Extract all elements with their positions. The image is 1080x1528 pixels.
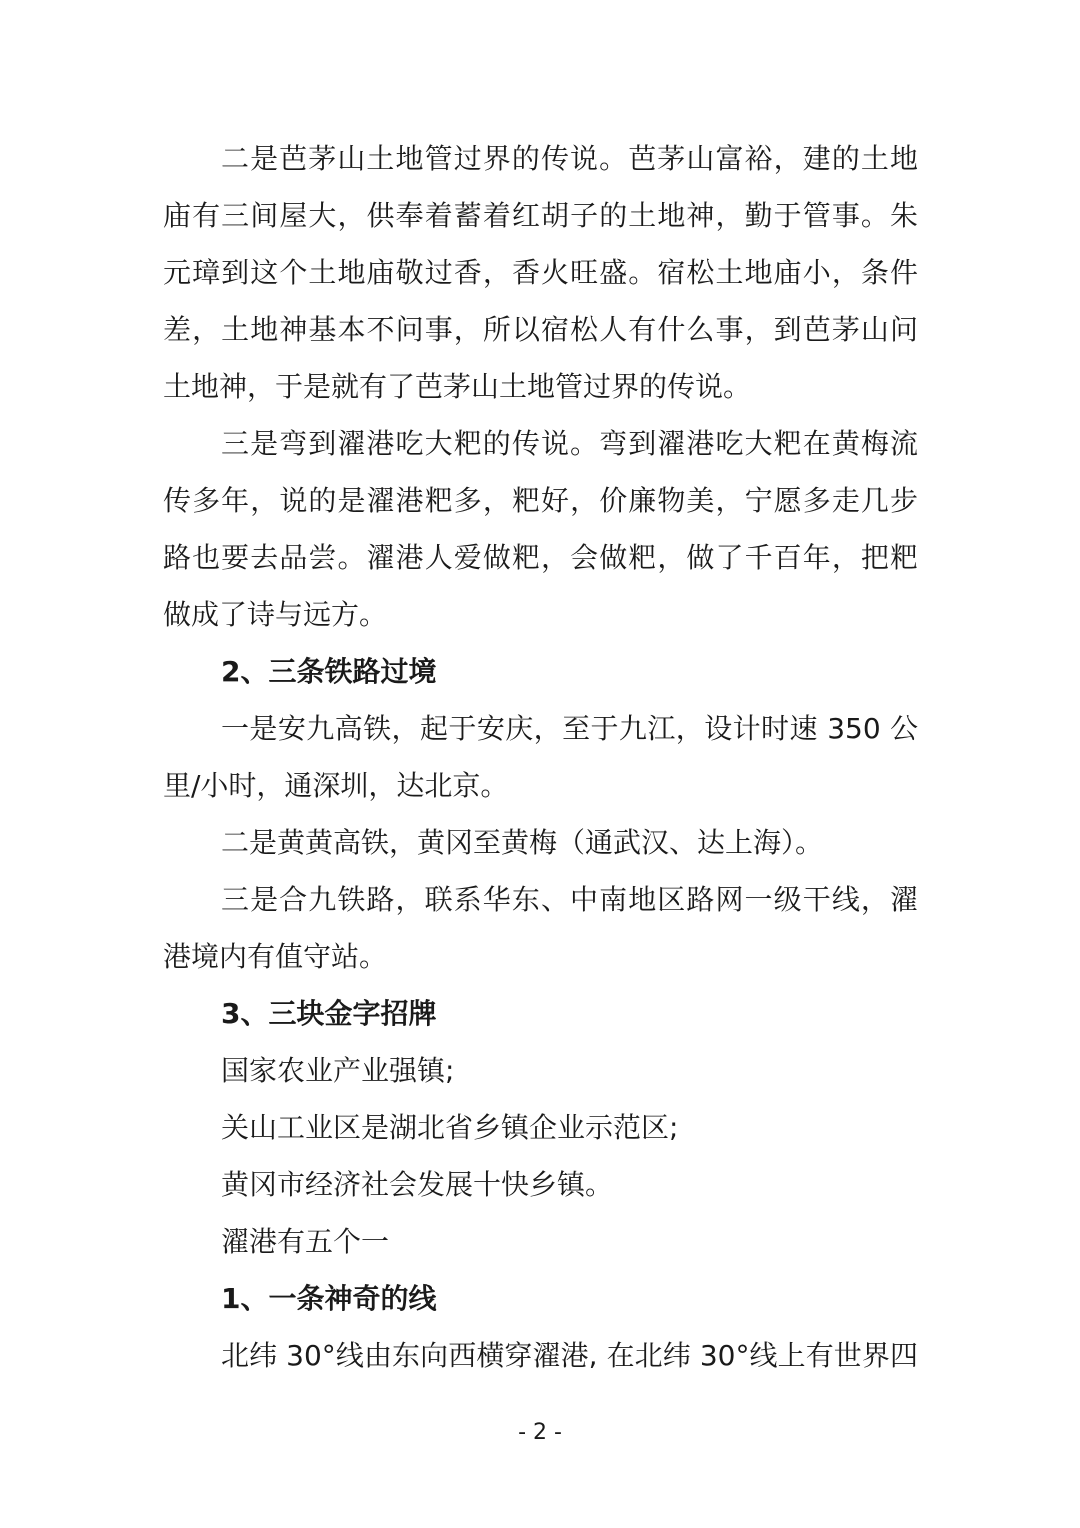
section-heading: 2、三条铁路过境	[221, 655, 437, 688]
section-heading: 3、三块金字招牌	[221, 997, 437, 1030]
paragraph-line: 路也要去品尝。濯港人爱做粑，会做粑，做了千百年，把粑	[163, 541, 918, 574]
paragraph-line: 一是安九高铁，起于安庆，至于九江，设计时速 350 公	[221, 712, 918, 745]
paragraph-line: 庙有三间屋大，供奉着蓄着红胡子的土地神，勤于管事。朱	[163, 199, 918, 232]
paragraph-line: 传多年，说的是濯港粑多，粑好，价廉物美，宁愿多走几步	[163, 484, 918, 517]
paragraph-line: 濯港有五个一	[221, 1225, 390, 1258]
paragraph-line: 差，土地神基本不问事，所以宿松人有什么事，到芭茅山问	[163, 313, 918, 346]
paragraph-line: 里/小时，通深圳，达北京。	[163, 769, 509, 802]
paragraph-line: 三是合九铁路，联系华东、中南地区路网一级干线，濯	[221, 883, 918, 916]
paragraph-line: 国家农业产业强镇;	[221, 1054, 455, 1087]
paragraph-line: 黄冈市经济社会发展十快乡镇。	[221, 1168, 614, 1201]
document-body	[163, 130, 918, 1384]
paragraph-line: 三是弯到濯港吃大粑的传说。弯到濯港吃大粑在黄梅流	[221, 427, 918, 460]
paragraph-line: 北纬 30°线由东向西横穿濯港, 在北纬 30°线上有世界四	[221, 1339, 918, 1372]
paragraph-line: 做成了诗与远方。	[163, 598, 388, 631]
paragraph-line: 二是黄黄高铁，黄冈至黄梅（通武汉、达上海）。	[221, 826, 824, 859]
paragraph-line: 二是芭茅山土地管过界的传说。芭茅山富裕，建的土地	[221, 142, 918, 175]
paragraph-line: 关山工业区是湖北省乡镇企业示范区;	[221, 1111, 679, 1144]
paragraph-line: 港境内有值守站。	[163, 940, 388, 973]
page-number: - 2 -	[518, 1420, 562, 1445]
paragraph-line: 元璋到这个土地庙敬过香，香火旺盛。宿松土地庙小，条件	[163, 256, 918, 289]
paragraph-line: 土地神，于是就有了芭茅山土地管过界的传说。	[163, 370, 752, 403]
section-heading: 1、一条神奇的线	[221, 1282, 437, 1315]
